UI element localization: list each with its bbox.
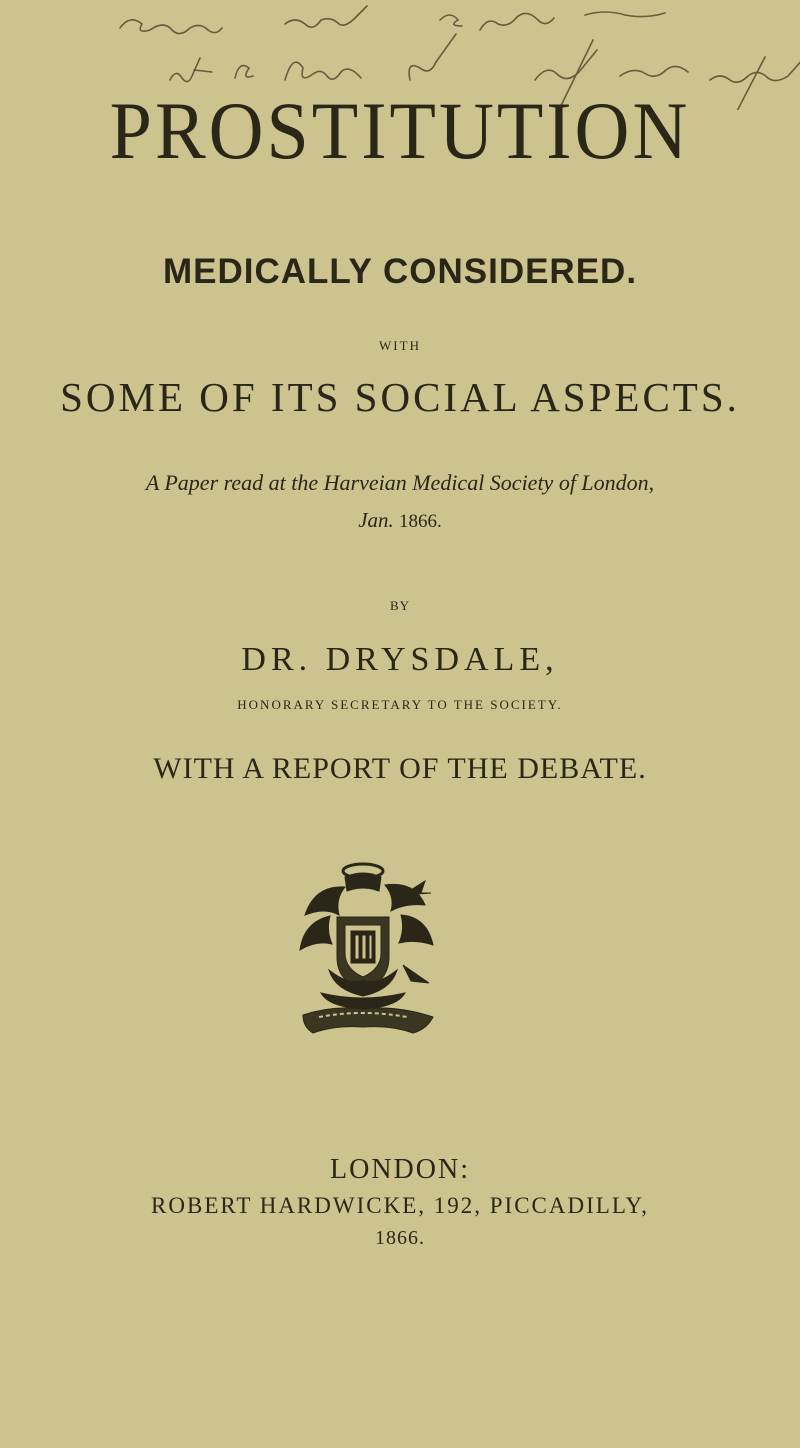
date-month: Jan.	[358, 508, 394, 532]
book-title: PROSTITUTION	[109, 85, 691, 177]
author-name: DR. DRYSDALE,	[241, 641, 559, 678]
with-label: WITH	[379, 338, 421, 353]
publisher: ROBERT HARDWICKE, 192, PICCADILLY,	[151, 1193, 649, 1218]
publication-year: 1866.	[375, 1227, 425, 1249]
publication-place: LONDON:	[330, 1154, 470, 1185]
author-role: HONORARY SECRETARY TO THE SOCIETY.	[237, 697, 563, 712]
paper-description: A Paper read at the Harveian Medical Society of London,	[145, 470, 655, 495]
social-aspects-heading: SOME OF ITS SOCIAL ASPECTS.	[60, 374, 740, 420]
report-line: WITH A REPORT OF THE DEBATE.	[153, 752, 647, 785]
heraldic-crest-icon	[285, 855, 445, 1040]
date-year: 1866.	[399, 511, 442, 532]
book-subtitle: MEDICALLY CONSIDERED.	[162, 252, 638, 291]
paper-date	[0, 508, 800, 533]
by-label: BY	[389, 598, 411, 613]
